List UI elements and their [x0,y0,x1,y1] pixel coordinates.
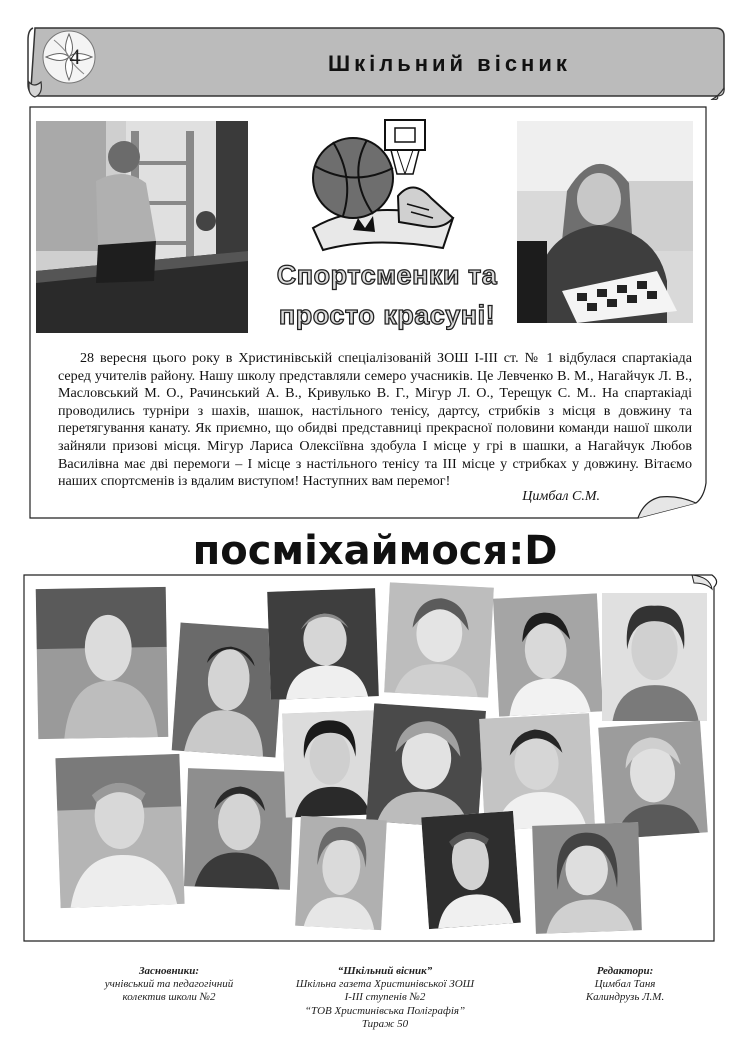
portrait-image [598,721,708,840]
portrait-image [172,623,285,758]
portrait-photo [493,593,603,716]
founders-line: колектив школи №2 [122,991,216,1004]
portrait-image [36,587,169,739]
portrait-image [184,768,294,890]
checkers-photo-image [517,121,693,323]
portrait-image [532,822,642,934]
table-tennis-photo-image [36,121,248,333]
portrait-photo [172,623,285,758]
paper-label: “Шкільний вісник” [337,965,433,977]
portrait-photo [598,721,708,840]
article-headline [258,255,516,335]
portrait-image [55,754,184,908]
editors-label: Редактори: [596,965,654,977]
newspaper-title: Шкільний вісник [328,51,571,76]
portrait-image [282,710,378,817]
founders-line: учнівський та педагогічний [104,978,234,991]
paper-line: Шкільна газета Христинівської ЗОШ [295,978,475,991]
paper-line: “ТОВ Христинівська Поліграфія” [304,1004,466,1017]
page-number: 4 [69,44,81,69]
editor-name: Цимбал Таня [594,978,656,991]
portrait-photo [384,582,494,697]
portrait-photo [184,768,294,890]
portrait-photo [267,588,379,700]
portrait-photo [602,593,707,721]
portrait-image [295,816,387,930]
portrait-photo [295,816,387,930]
portrait-image [493,593,603,716]
portrait-image [267,588,379,700]
portrait-photo [532,822,642,934]
article-author: Цимбал С.М. [522,489,600,504]
article-paragraph: 28 вересня цього року в Христинівській спеціалізованій ЗОШ І-ІІІ ст. № 1 відбулася спартакіада серед учителів району. Нашу школу представляли семеро учасників. Це Левченко В. М., Нагайчук Л. В., Масловський М. О., Рачинський А. В., Кривулько В. Г., Мігур Л. О., Терещук С. М.. На спартакіаді проводились турніри з шахів, шашок, настільного тенісу, дартсу, стрибків з місця в довжину та перетягування канату. Як приємно, що обидві представниці прекрасної половини команди нашої школи зайняли призові місця. Мігур Лариса Олексіївна здобула І місце у грі в шашки, а Нагайчук Любов Василівна має дві перемоги – І місце з настільного тенісу та ІІІ місце у стрибках у довжину. Вітаємо наших спортсменів із вдалим виступом! Наступних вам перемог! [58,350,692,490]
portrait-photo [36,587,169,739]
founders-label: Засновники: [138,965,200,977]
footer-founders [94,965,244,1005]
portrait-image [384,582,494,697]
photo-table-tennis [36,121,248,333]
portrait-photo [55,754,184,908]
footer-newspaper-info [290,965,480,1031]
portrait-image [602,593,707,721]
basketball-sneaker-clipart-icon [303,118,461,253]
headline-line-1: Спортсменки та [276,260,498,290]
footer-editors [560,965,690,1005]
article-body [58,350,692,491]
headline-line-2: просто красуні! [278,300,496,330]
portrait-image [366,703,486,829]
portrait-image [421,811,521,929]
portrait-photo [421,811,521,929]
paper-line: Тираж 50 [361,1017,409,1030]
photo-checkers [517,121,693,323]
editor-name: Калиндрузь Л.М. [585,991,665,1004]
portrait-photo [366,703,486,829]
portrait-photo [282,710,378,817]
smile-section-title: посміхаймося:D [192,528,558,574]
paper-line: І-ІІІ ступенів №2 [344,991,426,1004]
